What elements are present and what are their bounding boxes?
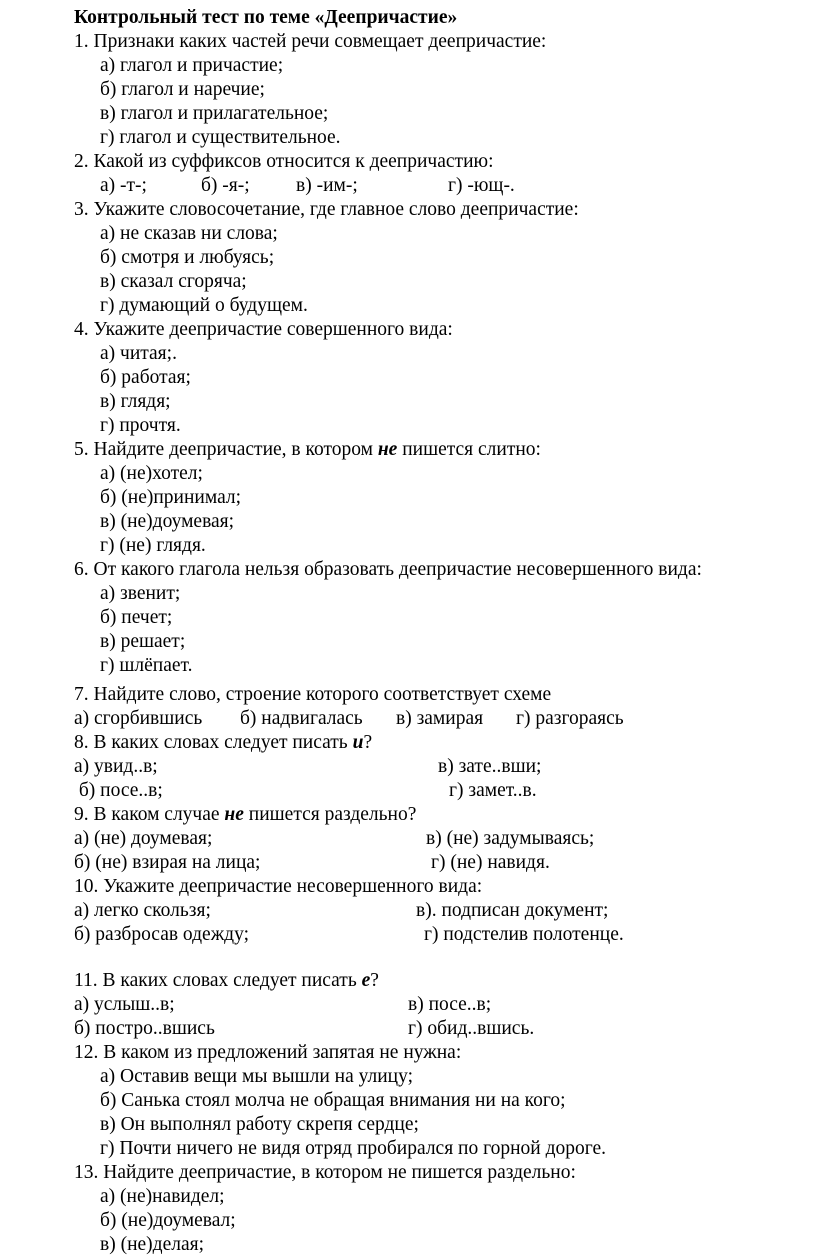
question-11-emphasis: е (361, 970, 371, 991)
q13-option-c: в) (не)делая; (100, 1234, 205, 1255)
question-13: 13. Найдите деепричастие, в котором не пишется раздельно: (74, 1162, 576, 1183)
question-11-text-end: ? (370, 970, 379, 991)
q4-option-a: а) читая;. (100, 343, 177, 364)
q10-option-a: а) легко скользя; (74, 900, 211, 921)
q7-option-c: в) замирая (396, 708, 484, 729)
q7-option-a: а) сгорбившись (74, 708, 203, 729)
question-9-text-start: 9. В каком случае (74, 804, 225, 825)
q10-option-c: в). подписан документ; (416, 900, 609, 921)
q13-option-b: б) (не)доумевал; (100, 1210, 236, 1231)
question-8 (74, 731, 372, 755)
q1-option-d: г) глагол и существительное. (100, 127, 341, 148)
q5-option-d: г) (не) глядя. (100, 535, 206, 556)
q12-option-b: б) Санька стоял молча не обращая внимания ни на кого; (100, 1090, 566, 1111)
q8-option-b: б) посе..в; (74, 780, 163, 801)
question-5-text-start: 5. Найдите деепричастие, в котором (74, 439, 378, 460)
question-8-emphasis: и (352, 732, 364, 753)
q8-option-c: в) зате..вши; (438, 756, 542, 777)
q10-option-d: г) подстелив полотенце. (424, 924, 624, 945)
question-11-text-start: 11. В каких словах следует писать (74, 970, 362, 991)
question-7: 7. Найдите слово, строение которого соответствует схеме (74, 684, 552, 705)
q11-option-c: в) посе..в; (408, 994, 492, 1015)
q9-option-a: а) (не) доумевая; (74, 828, 213, 849)
q3-option-a: а) не сказав ни слова; (100, 223, 278, 244)
q3-option-d: г) думающий о будущем. (100, 295, 308, 316)
q1-option-a: а) глагол и причастие; (100, 55, 284, 76)
q2-option-b: б) -я-; (201, 175, 250, 196)
q3-option-b: б) смотря и любуясь; (100, 247, 275, 268)
question-9-text-end: пишется раздельно? (243, 804, 417, 825)
question-4: 4. Укажите деепричастие совершенного вида: (74, 319, 453, 340)
question-11 (74, 969, 379, 993)
question-9-emphasis: не (224, 804, 244, 825)
q4-option-d: г) прочтя. (100, 415, 181, 436)
question-5-emphasis: не (377, 439, 398, 460)
q5-option-b: б) (не)принимал; (100, 487, 242, 508)
q9-option-d: г) (не) навидя. (431, 852, 550, 873)
q2-option-c: в) -им-; (296, 175, 358, 196)
q3-option-c: в) сказал сгоряча; (100, 271, 247, 292)
question-10: 10. Укажите деепричастие несовершенного вида: (74, 876, 483, 897)
q12-option-a: а) Оставив вещи мы вышли на улицу; (100, 1066, 414, 1087)
q12-option-d: г) Почти ничего не видя отряд пробирался по горной дороге. (100, 1138, 607, 1159)
q13-option-a: а) (не)навидел; (100, 1186, 225, 1207)
q2-option-d: г) -ющ-. (448, 175, 515, 196)
question-12: 12. В каком из предложений запятая не нужна: (74, 1042, 462, 1063)
question-8-text-end: ? (363, 732, 373, 753)
question-8-text-start: 8. В каких словах следует писать (74, 732, 353, 753)
q11-option-b: б) постро..вшись (74, 1018, 215, 1039)
q12-option-c: в) Он выполнял работу скрепя сердце; (100, 1114, 419, 1135)
q7-option-b: б) надвигалась (240, 708, 363, 729)
q6-option-d: г) шлёпает. (100, 655, 193, 676)
question-9 (74, 803, 416, 827)
q1-option-b: б) глагол и наречие; (100, 79, 265, 100)
q10-option-b: б) разбросав одежду; (74, 924, 250, 945)
q4-option-c: в) глядя; (100, 391, 171, 412)
q9-option-b: б) (не) взирая на лица; (74, 852, 261, 873)
question-1: 1. Признаки каких частей речи совмещает деепричастие: (74, 31, 547, 52)
q8-option-a: а) увид..в; (74, 756, 158, 777)
q4-option-b: б) работая; (100, 367, 191, 388)
q5-option-a: а) (не)хотел; (100, 463, 203, 484)
q1-option-c: в) глагол и прилагательное; (100, 103, 329, 124)
q7-option-d: г) разгораясь (516, 708, 624, 729)
q6-option-c: в) решает; (100, 631, 186, 652)
q6-option-a: а) звенит; (100, 583, 181, 604)
q8-option-d: г) замет..в. (449, 780, 537, 801)
question-5-text-end: пишется слитно: (397, 439, 541, 460)
q6-option-b: б) печет; (100, 607, 173, 628)
q9-option-c: в) (не) задумываясь; (426, 828, 595, 849)
page-title: Контрольный тест по теме «Деепричастие» (74, 7, 458, 28)
q11-option-d: г) обид..вшись. (408, 1018, 535, 1039)
question-6: 6. От какого глагола нельзя образовать деепричастие несовершенного вида: (74, 559, 702, 580)
question-2: 2. Какой из суффиксов относится к деепричастию: (74, 151, 494, 172)
question-5 (74, 438, 541, 462)
question-3: 3. Укажите словосочетание, где главное слово деепричастие: (74, 199, 579, 220)
q11-option-a: а) услыш..в; (74, 994, 175, 1015)
q5-option-c: в) (не)доумевая; (100, 511, 235, 532)
q2-option-a: а) -т-; (100, 175, 147, 196)
